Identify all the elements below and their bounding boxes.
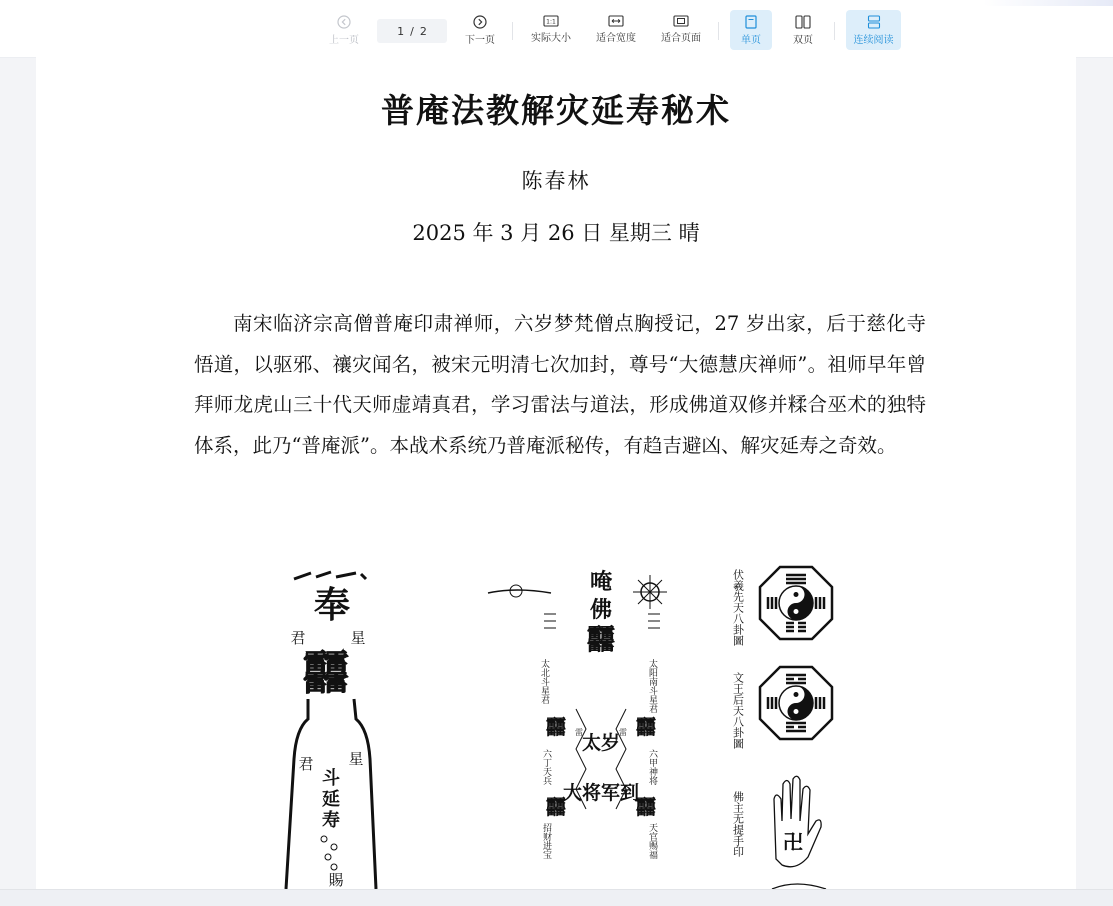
hand-mudra-icon bbox=[772, 776, 826, 889]
talisman2-left-main: 䨻 bbox=[546, 715, 566, 739]
talisman1-right-small: 星 bbox=[350, 629, 366, 647]
toolbar-decoration bbox=[983, 0, 1113, 6]
talisman2-second-char: 佛 bbox=[589, 597, 613, 623]
fit-page-button[interactable] bbox=[658, 10, 704, 50]
talisman1-side-left: 君 bbox=[298, 755, 314, 773]
talisman2-right-col2: 六甲神将 bbox=[647, 749, 657, 785]
talisman2-right-col: 太阳南斗星君 bbox=[647, 659, 657, 713]
bagua-column bbox=[732, 567, 833, 889]
document-title: 普庵法教解灾延寿秘术 bbox=[381, 91, 731, 130]
document-date: 2025 年 3 月 26 日 星期三 晴 bbox=[412, 221, 700, 245]
page-total: 2 bbox=[419, 24, 427, 38]
talisman-1 bbox=[286, 572, 376, 889]
talisman2-center2: 大将军到 bbox=[562, 782, 640, 804]
talisman1-side-right: 星 bbox=[348, 750, 364, 768]
double-page-icon bbox=[795, 15, 811, 29]
document-page bbox=[36, 57, 1076, 889]
fit-width-icon bbox=[608, 15, 624, 27]
next-page-button[interactable] bbox=[462, 10, 498, 50]
talisman2-center1: 太岁 bbox=[581, 732, 621, 754]
page-separator: / bbox=[410, 24, 414, 38]
single-page-label: 单页 bbox=[741, 35, 761, 46]
page-number-input[interactable] bbox=[377, 19, 447, 43]
talisman2-right-col3: 天官赐福 bbox=[647, 823, 657, 859]
talisman1-main-char: 䨻 bbox=[303, 646, 349, 700]
document-author: 陈春林 bbox=[521, 169, 591, 193]
talisman1-middle2-char: 延 bbox=[322, 789, 340, 810]
talisman1-lower2-char: 賜 bbox=[328, 871, 344, 889]
actual-size-label: 实际大小 bbox=[531, 33, 571, 44]
continuous-read-label: 连续阅读 bbox=[853, 35, 894, 46]
fit-width-label: 适合宽度 bbox=[596, 33, 636, 44]
hand-caption: 佛主无提手印 bbox=[731, 791, 745, 857]
toolbar-divider bbox=[512, 22, 513, 40]
single-page-button[interactable] bbox=[730, 10, 772, 50]
fit-page-label: 适合页面 bbox=[661, 33, 701, 44]
talisman2-top-char: 唵 bbox=[589, 569, 613, 595]
talisman2-right-main: 䨻 bbox=[636, 715, 656, 739]
double-page-button[interactable] bbox=[784, 10, 822, 50]
talisman2-left-main2: 䨻 bbox=[546, 795, 566, 819]
bagua2-caption: 文王后天八卦圖 bbox=[731, 672, 745, 749]
talisman2-seal-right: 雷 bbox=[619, 728, 627, 737]
bagua-1-icon bbox=[760, 567, 832, 639]
talisman2-left-col2: 六丁天兵 bbox=[541, 749, 551, 785]
continuous-read-button[interactable] bbox=[846, 10, 901, 50]
svg-text:1:1: 1:1 bbox=[546, 18, 556, 26]
prev-page-label: 上一页 bbox=[329, 35, 359, 46]
actual-size-icon bbox=[543, 15, 559, 27]
prev-page-button[interactable] bbox=[326, 10, 362, 50]
continuous-read-icon bbox=[867, 15, 881, 29]
talisman-figures bbox=[276, 559, 856, 889]
talisman2-left-col: 太北斗星君 bbox=[539, 659, 549, 704]
fit-width-button[interactable] bbox=[593, 10, 639, 50]
fit-page-icon bbox=[673, 15, 689, 27]
next-page-label: 下一页 bbox=[465, 35, 495, 46]
bagua-2-icon bbox=[760, 667, 832, 739]
bottom-scroll-area bbox=[0, 889, 1113, 906]
talisman-2 bbox=[488, 569, 667, 859]
toolbar-divider bbox=[718, 22, 719, 40]
talisman1-lower-char: 寿 bbox=[322, 810, 340, 831]
talisman2-left-col3: 招财进宝 bbox=[541, 823, 551, 859]
hand-symbol: 卍 bbox=[783, 830, 803, 854]
toolbar-divider bbox=[834, 22, 835, 40]
chevron-left-circle-icon bbox=[337, 15, 351, 29]
viewer-toolbar bbox=[0, 0, 1113, 58]
talisman1-top-char: 奉 bbox=[313, 584, 351, 626]
actual-size-button[interactable] bbox=[528, 10, 574, 50]
talisman1-middle-char: 斗 bbox=[322, 768, 340, 789]
double-page-label: 双页 bbox=[793, 35, 813, 46]
document-body-paragraph: 南宋临济宗高僧普庵印肃禅师，六岁梦梵僧点胸授记，27 岁出家，后于慈化寺悟道，以驱邪、禳灾闻名，被宋元明清七次加封，尊号“大德慧庆禅师”。祖师早年曾拜师龙虎山三十代天师虚靖真君，学习雷法与道法，形成佛道双修并糅合巫术的独特体系，此乃“普庵派”。本战术系统乃普庵派秘传，有趋吉避凶、解灾延寿之奇效。 bbox=[194, 312, 926, 457]
chevron-right-circle-icon bbox=[473, 15, 487, 29]
talisman2-right-main2: 䨻 bbox=[636, 795, 656, 819]
bagua1-caption: 伏羲先天八卦圖 bbox=[731, 569, 745, 646]
single-page-icon bbox=[745, 15, 757, 29]
talisman2-seal-left: 雷 bbox=[575, 728, 583, 737]
talisman1-left-small: 君 bbox=[290, 629, 306, 647]
talisman2-main-char: 䨻 bbox=[586, 623, 616, 656]
page-current: 1 bbox=[397, 24, 405, 38]
